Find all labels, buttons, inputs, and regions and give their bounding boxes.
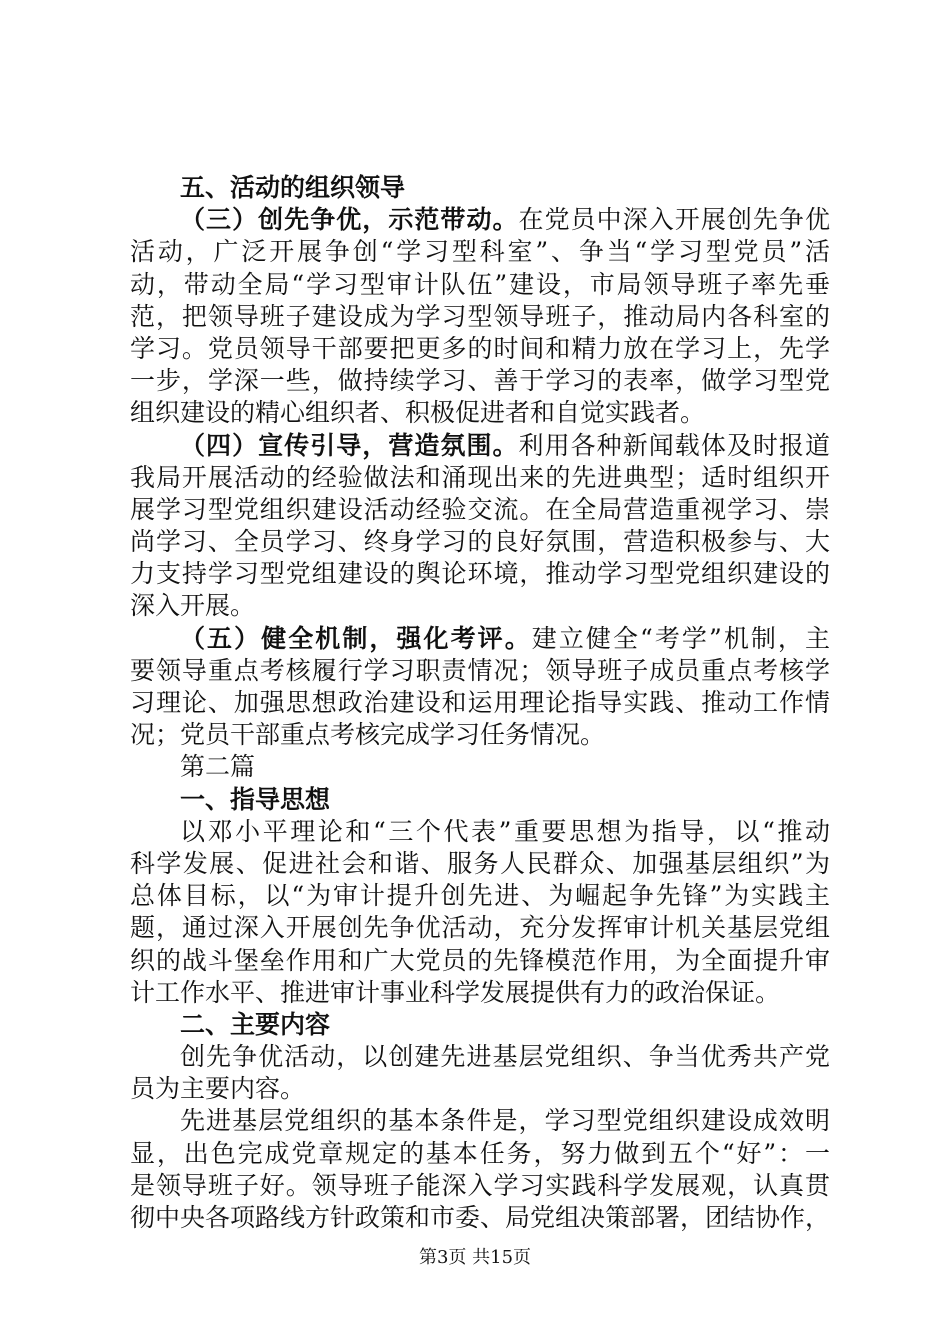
paragraph-line: 动，带动全局“学习型审计队伍”建设，市局领导班子率先垂 — [130, 269, 830, 299]
paragraph-line: 力支持学习型党组建设的舆论环境，推动学习型党组织建设的 — [130, 559, 830, 589]
section-heading: 一、指导思想 — [180, 784, 331, 814]
paragraph-line: （四）宣传引导，营造氛围。利用各种新闻载体及时报道 — [180, 430, 830, 460]
paragraph-line: 要领导重点考核履行学习职责情况；领导班子成员重点考核学 — [130, 655, 830, 685]
paragraph-line: 织的战斗堡垒作用和广大党员的先锋模范作用，为全面提升审 — [130, 945, 830, 975]
document-body — [130, 172, 830, 1234]
paragraph-line: 以邓小平理论和“三个代表”重要思想为指导，以“推动 — [180, 816, 830, 846]
paragraph-line: 题，通过深入开展创先争优活动，充分发挥审计机关基层党组 — [130, 913, 830, 943]
paragraph-line: 总体目标，以“为审计提升创先进、为崛起争先锋”为实践主 — [130, 881, 830, 911]
paragraph-line: 是领导班子好。领导班子能深入学习实践科学发展观，认真贯 — [130, 1170, 830, 1200]
paragraph-line: 显，出色完成党章规定的基本任务，努力做到五个“好”：一 — [130, 1138, 830, 1168]
paragraph-line: 计工作水平、推进审计事业科学发展提供有力的政治保证。 — [130, 977, 781, 1007]
paragraph-line: 深入开展。 — [130, 591, 256, 621]
paragraph-line: （五）健全机制，强化考评。建立健全“考学”机制，主 — [180, 623, 830, 653]
paragraph-line: 我局开展活动的经验做法和涌现出来的先进典型；适时组织开 — [130, 462, 830, 492]
paragraph-label: （四）宣传引导，营造氛围。 — [180, 430, 519, 460]
section-heading: 二、主要内容 — [180, 1009, 331, 1039]
paragraph-line: 员为主要内容。 — [130, 1074, 306, 1104]
paragraph-line: 况；党员干部重点考核完成学习任务情况。 — [130, 720, 606, 750]
paragraph-line: 创先争优活动，以创建先进基层党组织、争当优秀共产党 — [180, 1042, 830, 1072]
paragraph-line: 彻中央各项路线方针政策和市委、局党组决策部署，团结协作， — [130, 1203, 831, 1232]
paragraph-line: 活动，广泛开展争创“学习型科室”、争当“学习型党员”活 — [130, 237, 830, 267]
section-heading: 五、活动的组织领导 — [180, 173, 406, 202]
paragraph-label: （三）创先争优，示范带动。 — [180, 205, 519, 235]
paragraph-label: （五）健全机制，强化考评。 — [180, 623, 532, 653]
part-title: 第二篇 — [180, 752, 256, 782]
paragraph-line: 一步，学深一些，做持续学习、善于学习的表率，做学习型党 — [130, 366, 830, 396]
paragraph-line: 组织建设的精心组织者、积极促进者和自觉实践者。 — [130, 398, 706, 428]
paragraph-line: 习理论、加强思想政治建设和运用理论指导实践、推动工作情 — [130, 688, 830, 717]
page-number-footer: 第3页 共15页 — [418, 1247, 532, 1268]
paragraph-line: 尚学习、全员学习、终身学习的良好氛围，营造积极参与、大 — [130, 527, 830, 557]
paragraph-line: 范，把领导班子建设成为学习型领导班子，推动局内各科室的 — [130, 301, 830, 331]
paragraph-line: 展学习型党组织建设活动经验交流。在全局营造重视学习、崇 — [130, 494, 830, 524]
paragraph-line: （三）创先争优，示范带动。在党员中深入开展创先争优 — [180, 205, 830, 235]
paragraph-line: 科学发展、促进社会和谐、服务人民群众、加强基层组织”为 — [130, 848, 830, 878]
paragraph-line: 学习。党员领导干部要把更多的时间和精力放在学习上，先学 — [130, 333, 830, 363]
paragraph-line: 先进基层党组织的基本条件是，学习型党组织建设成效明 — [180, 1106, 830, 1136]
